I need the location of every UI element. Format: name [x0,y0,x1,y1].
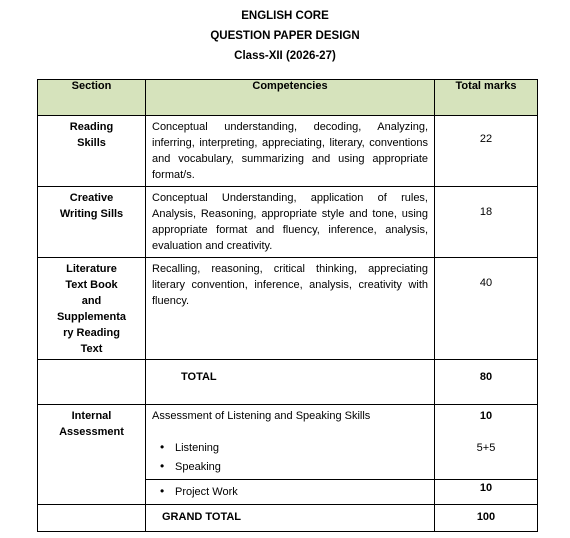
competencies-cell: Recalling, reasoning, critical thinking, appreciating literary convention, inference, analysis, creativity with fluency. [146,258,435,360]
column-header-competencies: Competencies [146,80,435,116]
skills-list [152,438,428,476]
marks-cell: 40 [435,258,538,360]
internal-items-marks: 5+5 [476,442,496,454]
marks-cell: 22 [435,116,538,187]
table-header-row [38,80,538,116]
project-cell [146,480,435,505]
competencies-cell: Conceptual Understanding, application of rules, Analysis, Reasoning, appropriate style and tone, using appropriate format and fluency, inference, analysis, evaluation and creativity. [146,187,435,258]
total-label: TOTAL [146,360,435,405]
internal-assessment-title: Assessment of Listening and Speaking Skills [152,410,371,422]
grand-total-row [38,505,538,532]
project-list [152,482,428,501]
section-cell: Internal Assessment [38,405,146,505]
internal-competencies-cell [146,405,435,480]
project-marks: 10 [435,480,538,505]
question-paper-design-table [37,79,538,532]
empty-cell [38,505,146,532]
grand-total-label: GRAND TOTAL [146,505,435,532]
document-header [0,6,570,66]
document-title: QUESTION PAPER DESIGN [210,30,360,42]
column-header-total-marks: Total marks [435,80,538,116]
subject-title: ENGLISH CORE [241,10,329,22]
section-cell: Reading Skills [38,116,146,187]
class-title: Class-XII (2026-27) [234,50,336,62]
list-item: • Project Work [160,482,428,501]
column-header-section: Section [38,80,146,116]
total-value: 80 [435,360,538,405]
section-cell: Literature Text Book and Supplementa ry Reading Text [38,258,146,360]
marks-cell: 18 [435,187,538,258]
table-row [38,187,538,258]
marks-cell [435,405,538,480]
table-row [38,258,538,360]
grand-total-value: 100 [435,505,538,532]
list-item: • Listening [160,438,428,457]
competencies-cell: Conceptual understanding, decoding, Analyzing, inferring, interpreting, appreciating, literary, conventions and vocabulary, summarizing and using appropriate format/s. [146,116,435,187]
table-row [38,116,538,187]
total-row [38,360,538,405]
section-cell: Creative Writing Sills [38,187,146,258]
empty-cell [38,360,146,405]
list-item: • Speaking [160,457,428,476]
internal-assessment-row [38,405,538,480]
internal-title-marks: 10 [479,410,493,422]
